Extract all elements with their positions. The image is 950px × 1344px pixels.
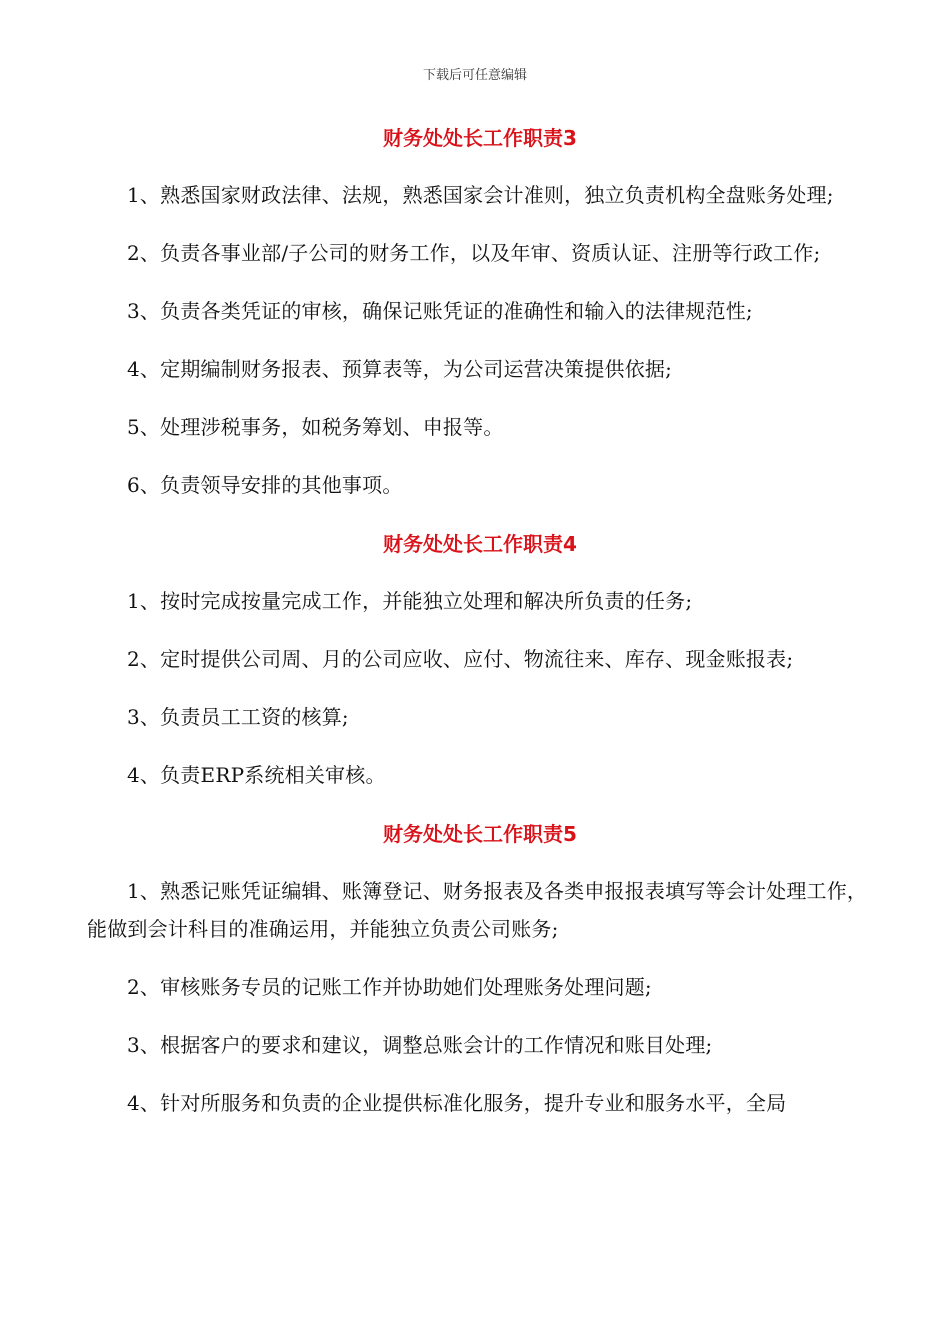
list-item: 2、负责各事业部/子公司的财务工作，以及年审、资质认证、注册等行政工作; xyxy=(127,241,821,265)
list-item: 6、负责领导安排的其他事项。 xyxy=(127,473,403,497)
list-item: 1、按时完成按量完成工作，并能独立处理和解决所负责的任务; xyxy=(127,589,693,613)
list-item: 4、负责ERP系统相关审核。 xyxy=(127,763,386,787)
section-heading: 财务处处长工作职责4 xyxy=(383,532,577,556)
list-item: 5、处理涉税事务，如税务筹划、申报等。 xyxy=(127,415,504,439)
section-heading: 财务处处长工作职责5 xyxy=(383,822,577,846)
list-item: 4、定期编制财务报表、预算表等，为公司运营决策提供依据; xyxy=(127,357,673,381)
list-item: 3、负责员工工资的核算; xyxy=(127,705,349,729)
list-item: 2、审核账务专员的记账工作并协助她们处理账务处理问题; xyxy=(127,975,652,999)
list-item: 2、定时提供公司周、月的公司应收、应付、物流往来、库存、现金账报表; xyxy=(127,647,794,671)
list-item: 3、根据客户的要求和建议，调整总账会计的工作情况和账目处理; xyxy=(127,1033,713,1057)
document-body xyxy=(87,118,873,1122)
list-item: 4、针对所服务和负责的企业提供标准化服务，提升专业和服务水平，全局 xyxy=(127,1091,787,1115)
section-heading: 财务处处长工作职责3 xyxy=(383,126,577,150)
list-item: 1、熟悉记账凭证编辑、账簿登记、财务报表及各类申报报表填写等会计处理工作，能做到会计科目的准确运用，并能独立负责公司账务; xyxy=(87,879,868,941)
list-item: 1、熟悉国家财政法律、法规，熟悉国家会计准则，独立负责机构全盘账务处理; xyxy=(127,183,834,207)
list-item: 3、负责各类凭证的审核，确保记账凭证的准确性和输入的法律规范性; xyxy=(127,299,753,323)
page-header: 下载后可任意编辑 xyxy=(422,68,527,83)
